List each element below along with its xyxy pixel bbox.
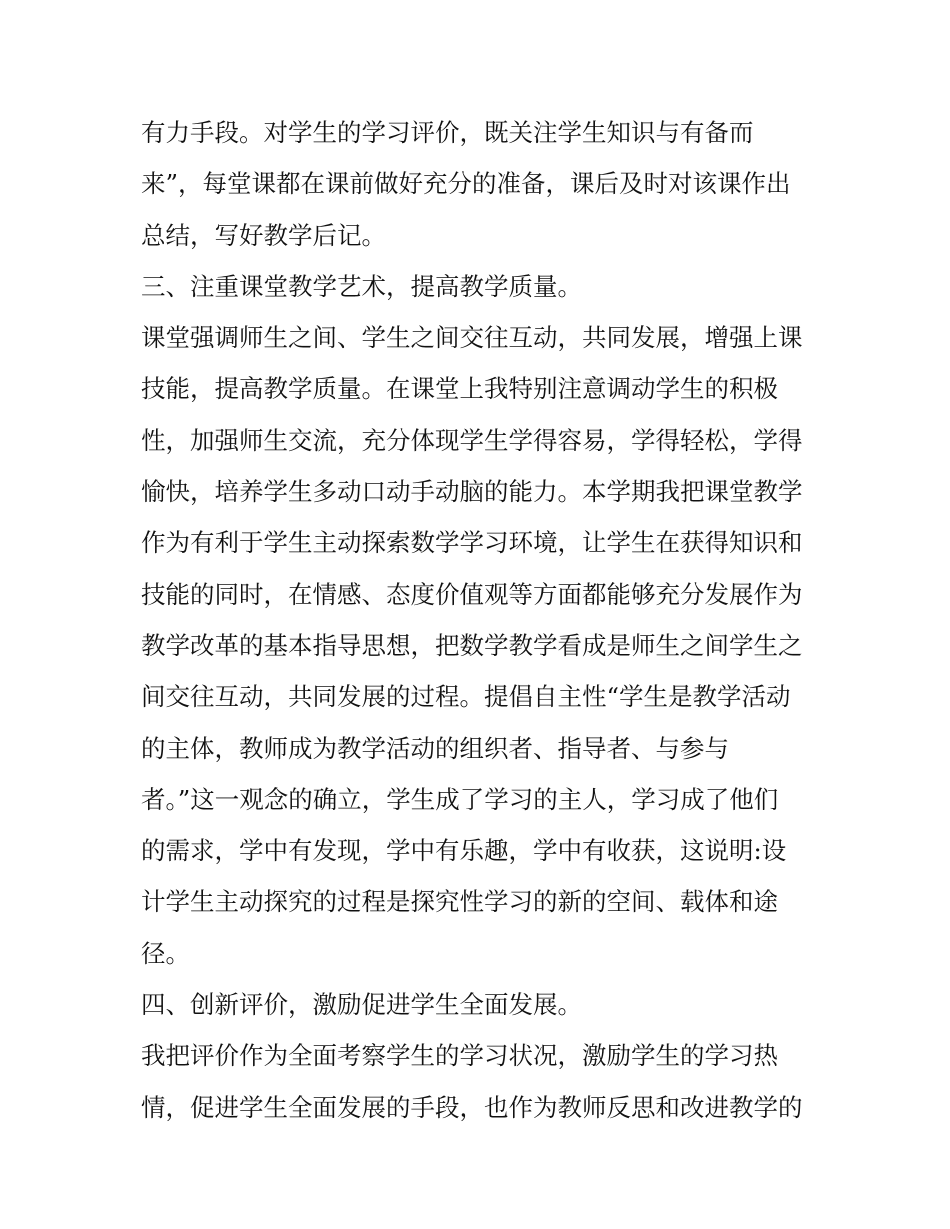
text-line: 课堂强调师生之间、学生之间交往互动，共同发展，增强上课	[141, 323, 803, 353]
text-line: 性，加强师生交流，充分体现学生学得容易，学得轻松，学得	[141, 425, 803, 455]
text-line: 我把评价作为全面考察学生的学习状况，激励学生的学习热	[141, 1041, 778, 1071]
text-line: 来”，每堂课都在课前做好充分的准备，课后及时对该课作出	[141, 169, 791, 199]
text-line: 技能的同时，在情感、态度价值观等方面都能够充分发展作为	[141, 579, 803, 609]
text-line: 技能，提高教学质量。在课堂上我特别注意调动学生的积极	[141, 374, 778, 404]
text-line: 径。	[141, 938, 190, 968]
text-line: 者。”这一观念的确立，学生成了学习的主人，学习成了他们	[141, 784, 779, 814]
text-line: 间交往互动，共同发展的过程。提倡自主性“学生是教学活动	[141, 682, 791, 712]
section-heading-3: 三、注重课堂教学艺术，提高教学质量。	[141, 271, 582, 301]
text-line: 愉快，培养学生多动口动手动脑的能力。本学期我把课堂教学	[141, 477, 803, 507]
text-line: 教学改革的基本指导思想，把数学教学看成是师生之间学生之	[141, 630, 803, 660]
text-line: 的需求，学中有发现，学中有乐趣，学中有收获，这说明:设	[141, 836, 787, 866]
body-text	[141, 107, 821, 1133]
section-heading-4: 四、创新评价，激励促进学生全面发展。	[141, 990, 582, 1020]
text-line: 作为有利于学生主动探索数学学习环境，让学生在获得知识和	[141, 528, 803, 558]
text-line: 计学生主动探究的过程是探究性学习的新的空间、载体和途	[141, 887, 778, 917]
text-line: 总结，写好教学后记。	[141, 220, 386, 250]
text-line: 有力手段。对学生的学习评价，既关注学生知识与有备而	[141, 118, 754, 147]
text-line: 的主体，教师成为教学活动的组织者、指导者、与参与	[141, 733, 729, 763]
text-line: 情，促进学生全面发展的手段，也作为教师反思和改进教学的	[141, 1092, 803, 1122]
